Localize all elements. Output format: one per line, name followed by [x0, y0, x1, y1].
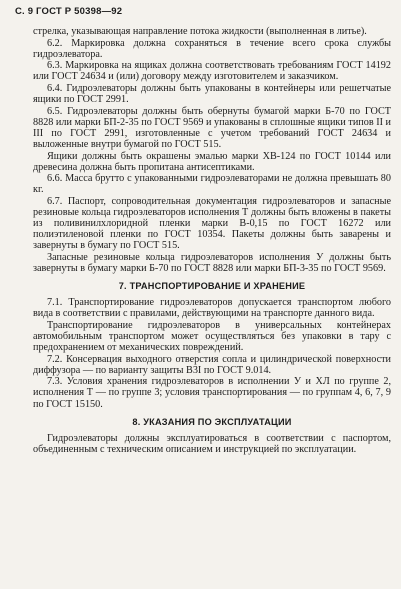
paragraph: 6.2. Маркировка должна сохраняться в течение всего срока службы гидроэлеватора.: [33, 37, 391, 60]
paragraph: 7.1. Транспортирование гидроэлеваторов допускается транспортом любого вида в соответствии с правилами, действующими на транспорте данного вида.: [33, 297, 391, 320]
paragraph: Запасные резиновые кольца гидроэлеваторов исполнения У должны быть завернуты в бумагу марки Б-70 по ГОСТ 8828 или марки БП-3-35 по ГОСТ 9569.: [33, 251, 391, 274]
paragraph: 6.3. Маркировка на ящиках должна соответствовать требованиям ГОСТ 14192 или ГОСТ 24634 и (или) договору между изготовителем и заказчиком.: [33, 60, 391, 83]
paragraph: 6.5. Гидроэлеваторы должны быть обернуты бумагой марки Б-70 по ГОСТ 8828 или марки БП-2-35 по ГОСТ 9569 и упакованы в сплошные ящики типов II и III по ГОСТ 2991, изготовленные с учетом требований ГОСТ 24634 и выложенные внутри бумагой по ГОСТ 515.: [33, 105, 391, 150]
paragraph: 6.6. Масса брутто с упакованными гидроэлеваторами не должна превышать 80 кг.: [33, 173, 391, 196]
paragraph: 6.7. Паспорт, сопроводительная документация гидроэлеваторов и запасные резиновые кольца гидроэлеваторов исполнения Т должны быть вложены в пакеты из поливинилхлоридной пленки марки В-0,15 по ГОСТ 16272 или полиэтиленовой пленки по ГОСТ 10354. Пакеты должны быть заварены и завернуты в бумагу по ГОСТ 515.: [33, 195, 391, 252]
section-title-operation: 8. УКАЗАНИЯ ПО ЭКСПЛУАТАЦИИ: [132, 416, 292, 427]
paragraph: Ящики должны быть окрашены эмалью марки ХВ-124 по ГОСТ 10144 или древесина должна быть пропитана антисептиками.: [33, 150, 391, 173]
document-body: [33, 26, 391, 455]
section-title-transport: 7. ТРАНСПОРТИРОВАНИЕ И ХРАНЕНИЕ: [118, 281, 306, 292]
page-header: С. 9 ГОСТ Р 50398—92: [15, 6, 123, 17]
paragraph: 6.4. Гидроэлеваторы должны быть упакованы в контейнеры или решетчатые ящики по ГОСТ 2991.: [33, 82, 391, 106]
paragraph: Гидроэлеваторы должны эксплуатироваться в соответствии с паспортом, объединенным с техническим описанием и инструкцией по эксплуатации.: [33, 432, 391, 455]
paragraph: 7.3. Условия хранения гидроэлеваторов в исполнении У и ХЛ по группе 2, исполнения Т — по группе 3; условия транспортирования — по группам 4, 6, 7, 9 по ГОСТ 15150.: [33, 376, 391, 410]
paragraph: стрелка, указывающая направление потока жидкости (выполненная в литье).: [33, 26, 367, 37]
paragraph: Транспортирование гидроэлеваторов в универсальных контейнерах автомобильным транспортом может осуществляться без упаковки в тару с предохранением от механических повреждений.: [33, 319, 391, 354]
paragraph: 7.2. Консервация выходного отверстия сопла и цилиндрической поверхности диффузора — по варианту защиты В3I по ГОСТ 9.014.: [33, 353, 391, 376]
